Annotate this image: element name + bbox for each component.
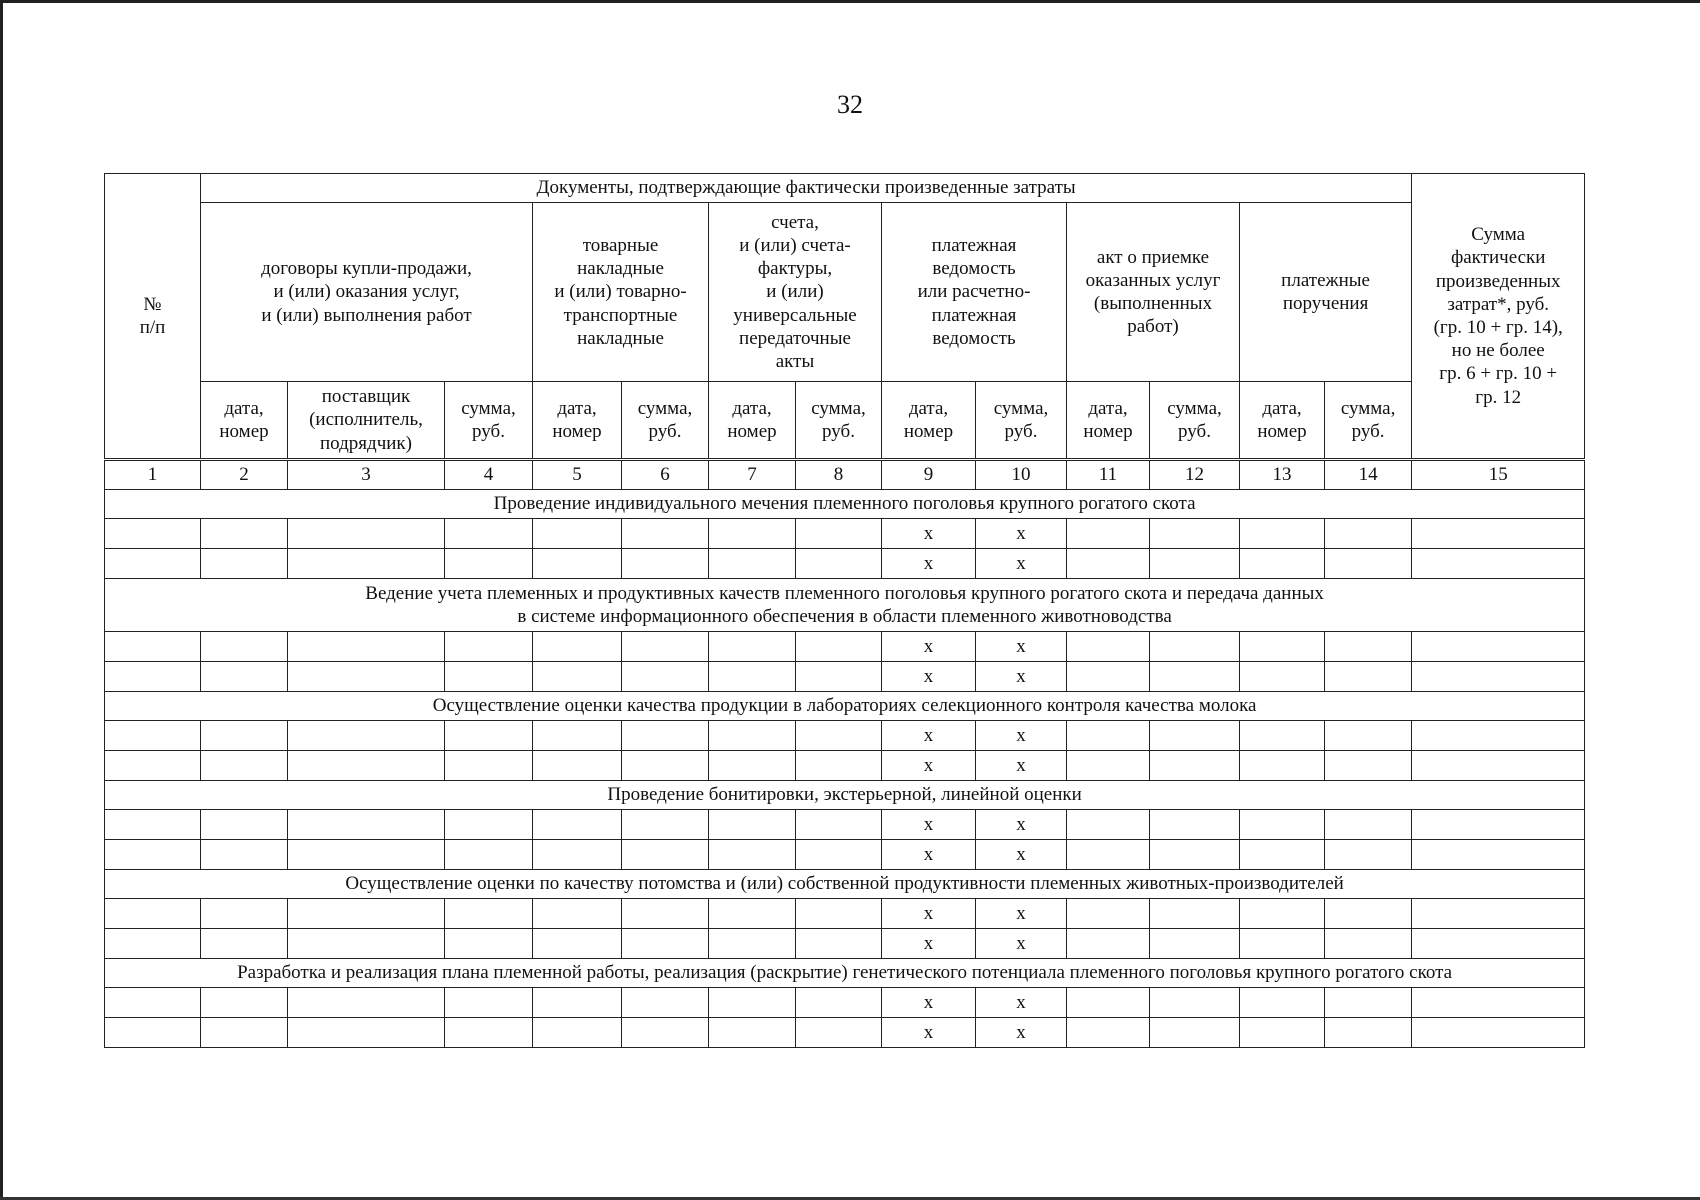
column-number: 5 xyxy=(533,460,622,490)
column-number: 3 xyxy=(288,460,445,490)
empty-cell xyxy=(1412,721,1585,751)
cross-mark-cell: х xyxy=(882,810,976,840)
empty-cell xyxy=(1325,662,1412,692)
scan-edge-left xyxy=(0,0,3,1200)
empty-cell xyxy=(201,1018,288,1048)
cross-mark-cell: х xyxy=(976,1018,1067,1048)
empty-cell xyxy=(105,632,201,662)
empty-cell xyxy=(709,810,796,840)
empty-cell xyxy=(533,662,622,692)
empty-cell xyxy=(1412,662,1585,692)
table-row xyxy=(105,519,1585,549)
empty-cell xyxy=(105,988,201,1018)
scan-edge-top xyxy=(0,0,1700,3)
empty-cell xyxy=(796,721,882,751)
empty-cell xyxy=(1150,662,1240,692)
cross-mark-cell: х xyxy=(882,549,976,579)
empty-cell xyxy=(201,810,288,840)
column-number: 14 xyxy=(1325,460,1412,490)
column-number: 10 xyxy=(976,460,1067,490)
empty-cell xyxy=(796,810,882,840)
empty-cell xyxy=(1412,751,1585,781)
empty-cell xyxy=(1325,929,1412,959)
empty-cell xyxy=(105,810,201,840)
empty-cell xyxy=(1150,929,1240,959)
empty-cell xyxy=(796,519,882,549)
empty-cell xyxy=(622,929,709,959)
empty-cell xyxy=(1325,632,1412,662)
empty-cell xyxy=(105,721,201,751)
empty-cell xyxy=(622,1018,709,1048)
empty-cell xyxy=(1150,1018,1240,1048)
subcol-header: дата, номер xyxy=(201,382,288,460)
empty-cell xyxy=(288,751,445,781)
empty-cell xyxy=(709,751,796,781)
empty-cell xyxy=(445,751,533,781)
empty-cell xyxy=(1150,988,1240,1018)
empty-cell xyxy=(533,929,622,959)
empty-cell xyxy=(445,840,533,870)
empty-cell xyxy=(1067,519,1150,549)
empty-cell xyxy=(445,549,533,579)
table-row xyxy=(105,549,1585,579)
cross-mark-cell: х xyxy=(976,751,1067,781)
empty-cell xyxy=(288,1018,445,1048)
column-number: 12 xyxy=(1150,460,1240,490)
section-row xyxy=(105,490,1585,519)
empty-cell xyxy=(1150,632,1240,662)
empty-cell xyxy=(201,721,288,751)
table-row xyxy=(105,632,1585,662)
cross-mark-cell: х xyxy=(882,988,976,1018)
empty-cell xyxy=(796,632,882,662)
empty-cell xyxy=(622,721,709,751)
empty-cell xyxy=(1325,519,1412,549)
subcol-header: дата, номер xyxy=(1240,382,1325,460)
empty-cell xyxy=(1240,662,1325,692)
empty-cell xyxy=(288,929,445,959)
empty-cell xyxy=(1412,549,1585,579)
empty-cell xyxy=(105,929,201,959)
empty-cell xyxy=(1150,721,1240,751)
cross-mark-cell: х xyxy=(976,662,1067,692)
empty-cell xyxy=(796,929,882,959)
section-title: Проведение индивидуального мечения племенного поголовья крупного рогатого скота xyxy=(105,490,1585,519)
header-group-payroll: платежная ведомость или расчетно- платежная ведомость xyxy=(882,203,1067,382)
empty-cell xyxy=(201,929,288,959)
empty-cell xyxy=(709,721,796,751)
empty-cell xyxy=(288,988,445,1018)
empty-cell xyxy=(709,929,796,959)
column-number: 4 xyxy=(445,460,533,490)
empty-cell xyxy=(1150,549,1240,579)
empty-cell xyxy=(709,549,796,579)
empty-cell xyxy=(1412,1018,1585,1048)
empty-cell xyxy=(622,519,709,549)
empty-cell xyxy=(622,988,709,1018)
cross-mark-cell: х xyxy=(976,632,1067,662)
cross-mark-cell: х xyxy=(882,632,976,662)
section-title: Проведение бонитировки, экстерьерной, линейной оценки xyxy=(105,781,1585,810)
empty-cell xyxy=(1325,899,1412,929)
empty-cell xyxy=(201,840,288,870)
empty-cell xyxy=(1067,721,1150,751)
empty-cell xyxy=(1412,840,1585,870)
cross-mark-cell: х xyxy=(882,662,976,692)
empty-cell xyxy=(796,549,882,579)
header-sum-col: Сумма фактически произведенных затрат*, руб. (гр. 10 + гр. 14), но не более гр. 6 + гр. 10 + гр. 12 xyxy=(1412,174,1585,460)
table-row xyxy=(105,929,1585,959)
empty-cell xyxy=(1240,549,1325,579)
empty-cell xyxy=(796,899,882,929)
table-row xyxy=(105,840,1585,870)
table-row xyxy=(105,988,1585,1018)
column-number: 15 xyxy=(1412,460,1585,490)
header-group-acceptance-act: акт о приемке оказанных услуг (выполненных работ) xyxy=(1067,203,1240,382)
empty-cell xyxy=(288,721,445,751)
column-number: 6 xyxy=(622,460,709,490)
empty-cell xyxy=(1067,1018,1150,1048)
header-group-invoices: счета, и (или) счета- фактуры, и (или) универсальные передаточные акты xyxy=(709,203,882,382)
empty-cell xyxy=(709,988,796,1018)
empty-cell xyxy=(1240,988,1325,1018)
subcol-header: сумма, руб. xyxy=(1325,382,1412,460)
header-group-contracts: договоры купли-продажи, и (или) оказания услуг, и (или) выполнения работ xyxy=(201,203,533,382)
empty-cell xyxy=(1067,988,1150,1018)
empty-cell xyxy=(533,810,622,840)
empty-cell xyxy=(445,519,533,549)
empty-cell xyxy=(1325,840,1412,870)
empty-cell xyxy=(288,549,445,579)
section-title: Осуществление оценки по качеству потомства и (или) собственной продуктивности племенных животных-производителей xyxy=(105,870,1585,899)
header-docs-title: Документы, подтверждающие фактически произведенные затраты xyxy=(201,174,1412,203)
empty-cell xyxy=(445,662,533,692)
empty-cell xyxy=(1325,721,1412,751)
empty-cell xyxy=(533,988,622,1018)
empty-cell xyxy=(1067,840,1150,870)
empty-cell xyxy=(1150,519,1240,549)
cross-mark-cell: х xyxy=(882,899,976,929)
empty-cell xyxy=(445,810,533,840)
empty-cell xyxy=(105,1018,201,1048)
column-number: 8 xyxy=(796,460,882,490)
empty-cell xyxy=(622,549,709,579)
empty-cell xyxy=(445,899,533,929)
empty-cell xyxy=(105,519,201,549)
cross-mark-cell: х xyxy=(976,519,1067,549)
table-row xyxy=(105,810,1585,840)
page-number: 32 xyxy=(837,90,863,119)
section-row xyxy=(105,870,1585,899)
cross-mark-cell: х xyxy=(976,549,1067,579)
empty-cell xyxy=(201,751,288,781)
cross-mark-cell: х xyxy=(976,929,1067,959)
empty-cell xyxy=(622,840,709,870)
empty-cell xyxy=(1240,929,1325,959)
cross-mark-cell: х xyxy=(976,988,1067,1018)
empty-cell xyxy=(796,1018,882,1048)
empty-cell xyxy=(445,988,533,1018)
empty-cell xyxy=(445,929,533,959)
column-number: 9 xyxy=(882,460,976,490)
section-row xyxy=(105,781,1585,810)
empty-cell xyxy=(105,662,201,692)
empty-cell xyxy=(1150,751,1240,781)
empty-cell xyxy=(1067,899,1150,929)
empty-cell xyxy=(201,519,288,549)
empty-cell xyxy=(1240,840,1325,870)
empty-cell xyxy=(796,751,882,781)
empty-cell xyxy=(1412,929,1585,959)
cross-mark-cell: х xyxy=(976,721,1067,751)
empty-cell xyxy=(622,632,709,662)
empty-cell xyxy=(445,1018,533,1048)
empty-cell xyxy=(1240,1018,1325,1048)
empty-cell xyxy=(796,662,882,692)
header-group-payment-orders: платежные поручения xyxy=(1240,203,1412,382)
empty-cell xyxy=(105,549,201,579)
empty-cell xyxy=(105,899,201,929)
table-row xyxy=(105,662,1585,692)
subcol-header: дата, номер xyxy=(709,382,796,460)
subcol-header: сумма, руб. xyxy=(796,382,882,460)
cross-mark-cell: х xyxy=(882,721,976,751)
empty-cell xyxy=(796,840,882,870)
table-row xyxy=(105,721,1585,751)
column-number-row xyxy=(105,460,1585,490)
table-row xyxy=(105,751,1585,781)
empty-cell xyxy=(622,751,709,781)
empty-cell xyxy=(1325,751,1412,781)
cross-mark-cell: х xyxy=(882,929,976,959)
cross-mark-cell: х xyxy=(882,519,976,549)
column-number: 11 xyxy=(1067,460,1150,490)
empty-cell xyxy=(709,519,796,549)
empty-cell xyxy=(709,840,796,870)
column-number: 7 xyxy=(709,460,796,490)
empty-cell xyxy=(445,632,533,662)
empty-cell xyxy=(622,899,709,929)
empty-cell xyxy=(622,662,709,692)
empty-cell xyxy=(533,899,622,929)
cross-mark-cell: х xyxy=(976,810,1067,840)
empty-cell xyxy=(105,751,201,781)
subcol-header: дата, номер xyxy=(533,382,622,460)
header-num-col: № п/п xyxy=(105,174,201,460)
empty-cell xyxy=(1150,810,1240,840)
subcol-header: поставщик (исполнитель, подрядчик) xyxy=(288,382,445,460)
empty-cell xyxy=(445,721,533,751)
section-title: Разработка и реализация плана племенной работы, реализация (раскрытие) генетического потенциала племенного поголовья крупного рогатого скота xyxy=(105,959,1585,988)
subcol-header: сумма, руб. xyxy=(622,382,709,460)
empty-cell xyxy=(288,899,445,929)
empty-cell xyxy=(1067,549,1150,579)
empty-cell xyxy=(1240,632,1325,662)
empty-cell xyxy=(533,721,622,751)
empty-cell xyxy=(1067,632,1150,662)
empty-cell xyxy=(201,899,288,929)
empty-cell xyxy=(1240,751,1325,781)
section-row xyxy=(105,692,1585,721)
empty-cell xyxy=(1240,721,1325,751)
empty-cell xyxy=(1067,662,1150,692)
empty-cell xyxy=(1325,1018,1412,1048)
empty-cell xyxy=(533,751,622,781)
empty-cell xyxy=(796,988,882,1018)
header-group-waybills: товарные накладные и (или) товарно- транспортные накладные xyxy=(533,203,709,382)
empty-cell xyxy=(709,632,796,662)
empty-cell xyxy=(1412,988,1585,1018)
subcol-header: сумма, руб. xyxy=(976,382,1067,460)
empty-cell xyxy=(1412,810,1585,840)
empty-cell xyxy=(709,1018,796,1048)
empty-cell xyxy=(1325,810,1412,840)
empty-cell xyxy=(1325,988,1412,1018)
empty-cell xyxy=(1412,632,1585,662)
empty-cell xyxy=(1150,840,1240,870)
empty-cell xyxy=(1325,549,1412,579)
column-number: 1 xyxy=(105,460,201,490)
empty-cell xyxy=(1412,519,1585,549)
cross-mark-cell: х xyxy=(882,751,976,781)
table-row xyxy=(105,1018,1585,1048)
empty-cell xyxy=(709,899,796,929)
empty-cell xyxy=(622,810,709,840)
empty-cell xyxy=(288,662,445,692)
empty-cell xyxy=(288,840,445,870)
empty-cell xyxy=(1150,899,1240,929)
section-row xyxy=(105,959,1585,988)
subcol-header: дата, номер xyxy=(882,382,976,460)
empty-cell xyxy=(1067,751,1150,781)
section-title: Осуществление оценки качества продукции в лабораториях селекционного контроля качества молока xyxy=(105,692,1585,721)
subcol-header: сумма, руб. xyxy=(1150,382,1240,460)
section-title: Ведение учета племенных и продуктивных качеств племенного поголовья крупного рогатого скота и передача данных в системе информационного обеспечения в области племенного животноводства xyxy=(105,579,1585,632)
cross-mark-cell: х xyxy=(976,899,1067,929)
section-row xyxy=(105,579,1585,632)
empty-cell xyxy=(288,632,445,662)
empty-cell xyxy=(105,840,201,870)
cross-mark-cell: х xyxy=(976,840,1067,870)
empty-cell xyxy=(201,549,288,579)
empty-cell xyxy=(533,632,622,662)
empty-cell xyxy=(1240,899,1325,929)
empty-cell xyxy=(1067,810,1150,840)
empty-cell xyxy=(533,519,622,549)
empty-cell xyxy=(1412,899,1585,929)
empty-cell xyxy=(709,662,796,692)
subcol-header: дата, номер xyxy=(1067,382,1150,460)
subcol-header: сумма, руб. xyxy=(445,382,533,460)
empty-cell xyxy=(201,662,288,692)
cross-mark-cell: х xyxy=(882,840,976,870)
empty-cell xyxy=(1240,519,1325,549)
cross-mark-cell: х xyxy=(882,1018,976,1048)
empty-cell xyxy=(201,632,288,662)
empty-cell xyxy=(1240,810,1325,840)
expense-documents-table xyxy=(104,173,1585,1048)
table-row xyxy=(105,899,1585,929)
empty-cell xyxy=(533,549,622,579)
empty-cell xyxy=(533,1018,622,1048)
empty-cell xyxy=(201,988,288,1018)
column-number: 2 xyxy=(201,460,288,490)
empty-cell xyxy=(1067,929,1150,959)
empty-cell xyxy=(288,810,445,840)
empty-cell xyxy=(288,519,445,549)
empty-cell xyxy=(533,840,622,870)
column-number: 13 xyxy=(1240,460,1325,490)
